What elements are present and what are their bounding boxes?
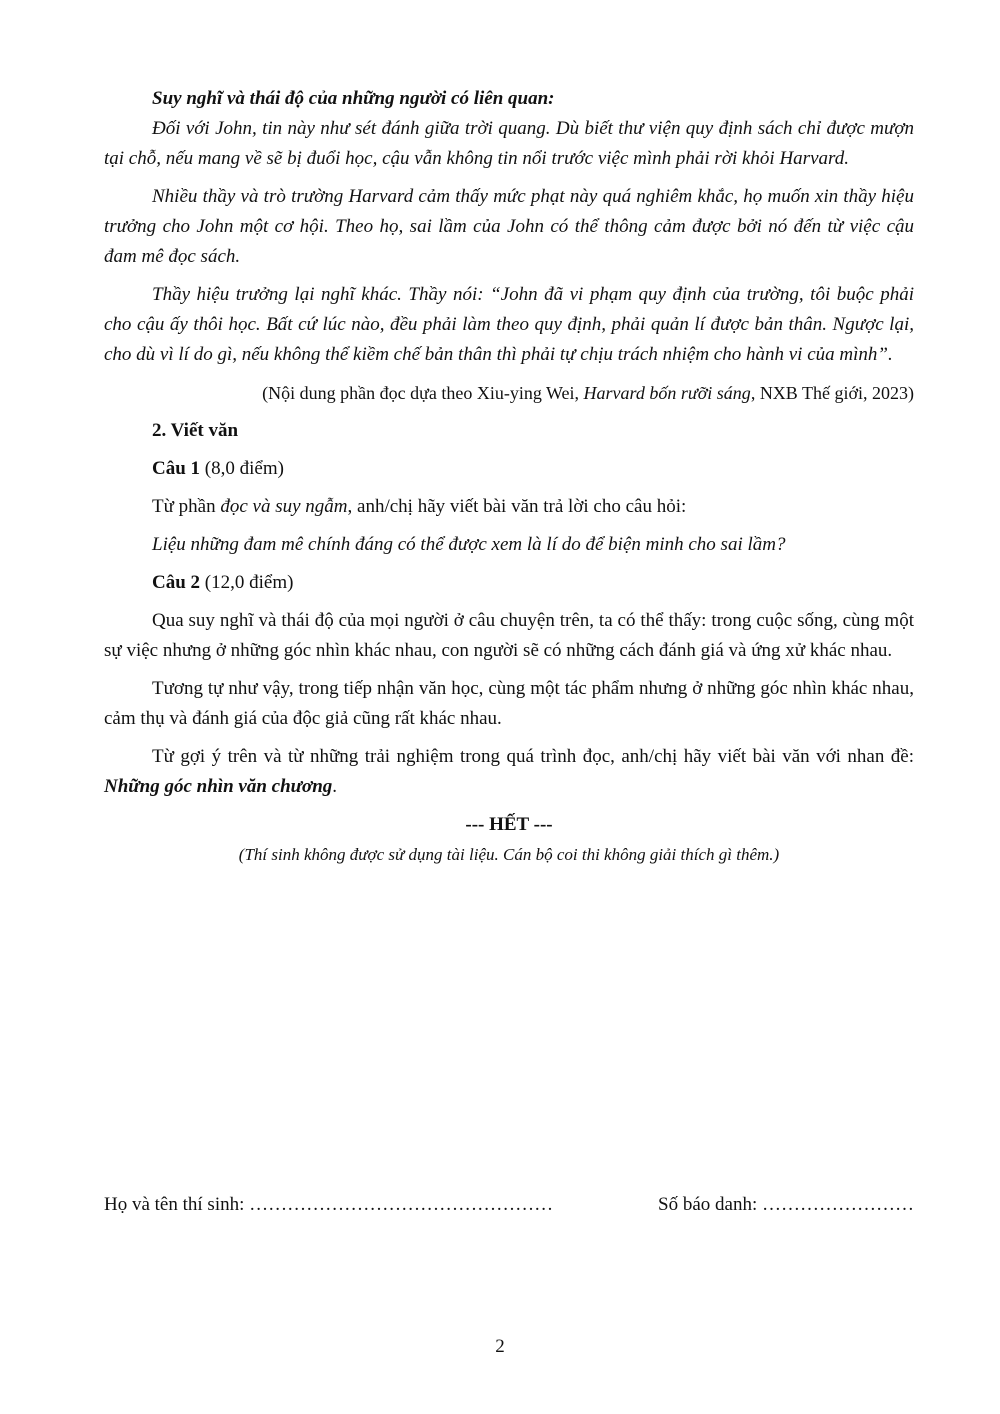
page-number: 2 <box>495 1336 505 1357</box>
candidate-name-line: Họ và tên thí sinh: ………………………………………… <box>104 1194 554 1215</box>
question1-intro: Từ phần đọc và suy ngẫm, anh/chị hãy viết bài văn trả lời cho câu hỏi: <box>152 496 687 517</box>
paragraph-principal: Thầy hiệu trưởng lại nghĩ khác. Thầy nói: “John đã vi phạm quy định của trường, tôi buộc phải cho cậu ấy thôi học. Bất cứ lúc nào, đều phải làm theo quy định, phải quản lí được bản thân. Ngược lại, cho dù vì lí do gì, nếu không thể kiềm chế bản thân thì phải tự chịu trách nhiệm cho hành vi của mình”. <box>104 284 914 365</box>
section2-title: 2. Viết văn <box>152 420 239 441</box>
paragraph-harvard: Nhiều thầy và trò trường Harvard cảm thấy mức phạt này quá nghiêm khắc, họ muốn xin thầy hiệu trưởng cho John một cơ hội. Theo họ, sai lầm của John có thể thông cảm được bởi nó đến từ việc cậu đam mê đọc sách. <box>104 186 914 267</box>
question2-paragraph-1: Qua suy nghĩ và thái độ của mọi người ở câu chuyện trên, ta có thể thấy: trong cuộc sống, cùng một sự việc nhưng ở những góc nhìn khác nhau, con người sẽ có những cách đánh giá và ứng xử khác nhau. <box>104 610 914 661</box>
exam-note: (Thí sinh không được sử dụng tài liệu. Cán bộ coi thi không giải thích gì thêm.) <box>238 845 780 864</box>
question2-paragraph-3: Từ gợi ý trên và từ những trải nghiệm trong quá trình đọc, anh/chị hãy viết bài văn với nhan đề: Những góc nhìn văn chương. <box>104 746 914 797</box>
document-body <box>104 84 914 870</box>
question1-text: Liệu những đam mê chính đáng có thể được xem là lí do để biện minh cho sai lầm? <box>152 534 786 555</box>
end-mark: --- HẾT --- <box>465 814 553 835</box>
candidate-number-line: Số báo danh: …………………… <box>658 1194 914 1215</box>
source-citation: (Nội dung phần đọc dựa theo Xiu-ying Wei, Harvard bốn rưỡi sáng, NXB Thế giới, 2023) <box>262 383 914 403</box>
question2-header: Câu 2 (12,0 điểm) <box>152 572 294 593</box>
paragraph-john: Đối với John, tin này như sét đánh giữa trời quang. Dù biết thư viện quy định sách chỉ được mượn tại chỗ, nếu mang về sẽ bị đuổi học, cậu vẫn không tin nổi trước việc mình phải rời khỏi Harvard. <box>104 118 914 169</box>
section-heading: Suy nghĩ và thái độ của những người có liên quan: <box>152 88 555 109</box>
question1-header: Câu 1 (8,0 điểm) <box>152 458 284 479</box>
question2-paragraph-2: Tương tự như vậy, trong tiếp nhận văn học, cùng một tác phẩm nhưng ở những góc nhìn khác nhau, cảm thụ và đánh giá của độc giả cũng rất khác nhau. <box>104 678 914 729</box>
candidate-info <box>104 1194 914 1216</box>
